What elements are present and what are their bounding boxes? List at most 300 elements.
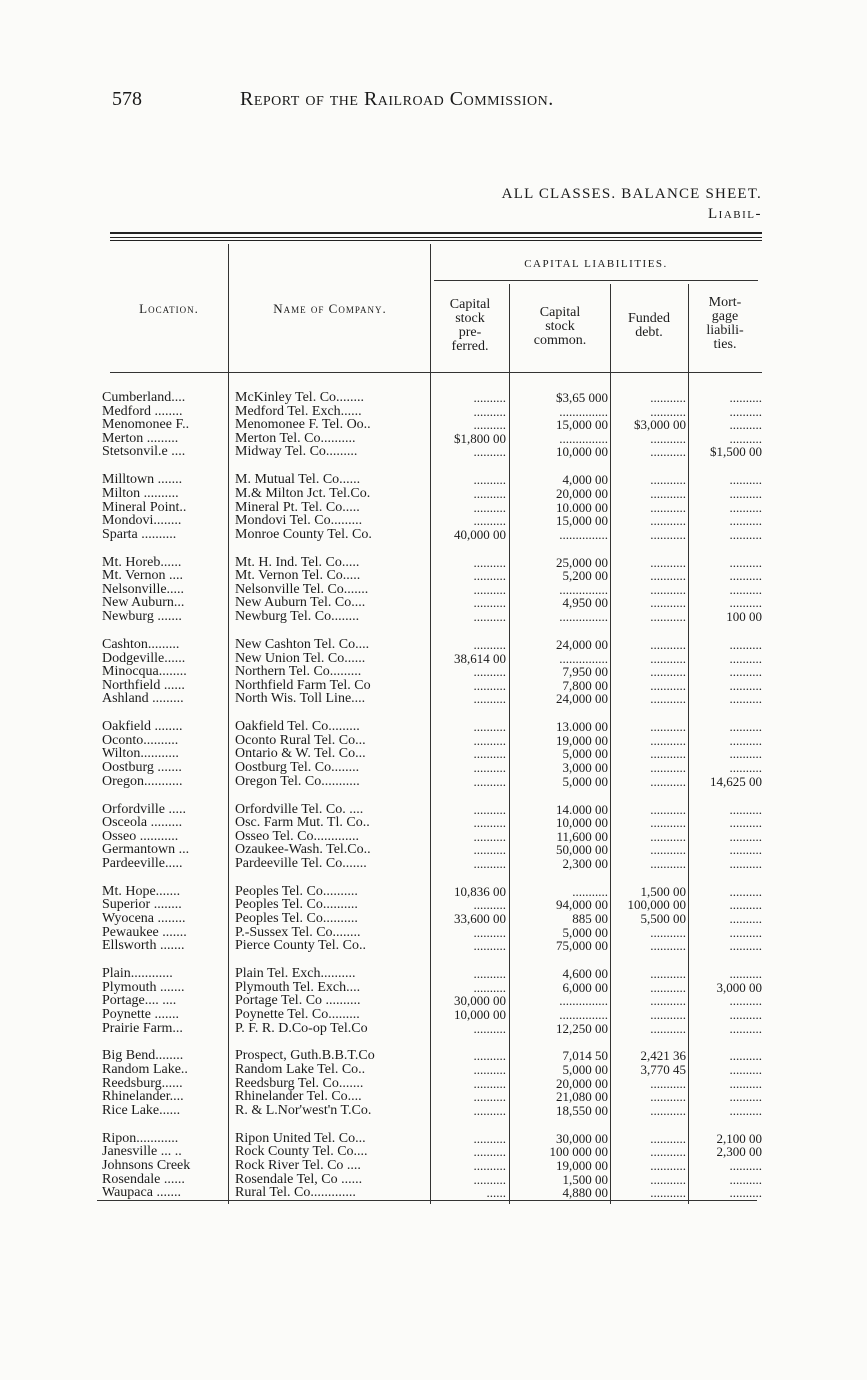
capital-stock-preferred-cell: ..........	[473, 582, 506, 597]
funded-debt-cell: ...........	[650, 473, 686, 488]
capital-stock-common-cell: 11,600 00	[556, 829, 608, 844]
capital-stock-common-cell: 4,950 00	[562, 596, 608, 611]
funded-debt-cell: ...........	[650, 856, 686, 871]
location-cell: Prairie Farm...	[102, 1021, 183, 1036]
capital-stock-common-cell: ...............	[559, 1007, 608, 1022]
location-cell: Cashton.........	[102, 637, 180, 652]
capital-stock-preferred-cell: ..........	[473, 829, 506, 844]
location-cell: Rosendale ......	[102, 1172, 185, 1187]
location-cell: Ellsworth .......	[102, 939, 185, 954]
company-cell: P. F. R. D.Co-op Tel.Co	[235, 1021, 368, 1036]
mortgage-liabilities-cell: ..........	[729, 994, 762, 1009]
location-cell: Mt. Hope.......	[102, 884, 181, 899]
company-cell: M. Mutual Tel. Co......	[235, 473, 361, 488]
capital-stock-preferred-cell: ..........	[473, 637, 506, 652]
mortgage-liabilities-cell: ..........	[729, 720, 762, 735]
funded-debt-cell: ...........	[650, 678, 686, 693]
mortgage-liabilities-cell: ..........	[729, 692, 762, 707]
funded-debt-cell: ...........	[650, 1158, 686, 1173]
capital-stock-preferred-cell: ..........	[473, 802, 506, 817]
funded-debt-cell: 100,000 00	[627, 898, 686, 913]
capital-stock-common-cell: 7,950 00	[562, 665, 608, 680]
capital-liabilities-heading: CAPITAL LIABILITIES.	[524, 258, 668, 270]
location-cell: Waupaca .......	[102, 1186, 181, 1201]
capital-stock-preferred-cell: ..........	[473, 391, 506, 405]
funded-debt-cell: 1,500 00	[640, 884, 686, 899]
capital-stock-preferred-cell: ..........	[473, 843, 506, 858]
mortgage-liabilities-cell: 3,000 00	[716, 980, 762, 995]
company-cell: Medford Tel. Exch......	[235, 404, 362, 419]
company-cell: Peoples Tel. Co..........	[235, 912, 358, 926]
location-cell: Rhinelander....	[102, 1090, 184, 1105]
capital-stock-common-cell: 21,080 00	[556, 1090, 608, 1105]
funded-debt-cell: 2,421 36	[640, 1049, 686, 1064]
capital-stock-common-cell: 18,550 00	[556, 1103, 608, 1118]
capital-stock-common-cell: 4,880 00	[562, 1186, 608, 1201]
divider-funded	[688, 284, 689, 1204]
capital-stock-preferred-cell: ..........	[473, 980, 506, 995]
capital-stock-preferred-cell: ..........	[473, 816, 506, 831]
capital-stock-preferred-cell: 30,000 00	[454, 994, 506, 1009]
location-cell: Random Lake..	[102, 1063, 188, 1077]
company-cell: Oakfield Tel. Co.........	[235, 720, 360, 735]
company-cell: New Cashton Tel. Co....	[235, 637, 370, 652]
capital-stock-preferred-cell: ..........	[473, 761, 506, 775]
location-cell: Mt. Vernon ....	[102, 569, 184, 584]
capital-stock-preferred-cell: ..........	[473, 514, 506, 529]
location-cell: Osceola .........	[102, 816, 183, 831]
location-cell: New Auburn...	[102, 596, 185, 611]
company-cell: Prospect, Guth.B.B.T.Co	[235, 1049, 375, 1064]
location-cell: Pewaukee .......	[102, 925, 187, 940]
header-common-line: stock	[545, 319, 575, 334]
mortgage-liabilities-cell: ..........	[729, 473, 762, 488]
funded-debt-cell: 5,500 00	[640, 912, 686, 926]
funded-debt-cell: ...........	[650, 431, 686, 446]
company-cell: Oconto Rural Tel. Co...	[235, 733, 366, 748]
capital-stock-preferred-cell: ..........	[473, 1049, 506, 1064]
capital-stock-preferred-cell: ..........	[473, 486, 506, 501]
funded-debt-cell: ...........	[650, 692, 686, 707]
capital-stock-common-cell: ...............	[559, 651, 608, 666]
company-cell: Mineral Pt. Tel. Co.....	[235, 500, 360, 515]
mortgage-liabilities-cell: ..........	[729, 404, 762, 419]
location-cell: Rice Lake......	[102, 1103, 181, 1118]
location-cell: Wilton...........	[102, 747, 179, 762]
mortgage-liabilities-cell: ..........	[729, 1076, 762, 1091]
capital-stock-preferred-cell: ..........	[473, 692, 506, 707]
mortgage-liabilities-cell: ..........	[729, 1021, 762, 1036]
mortgage-liabilities-cell: ..........	[729, 747, 762, 762]
mortgage-liabilities-cell: ..........	[729, 1103, 762, 1118]
funded-debt-cell: ...........	[650, 404, 686, 419]
mortgage-liabilities-cell: ..........	[729, 665, 762, 680]
funded-debt-cell: ...........	[650, 967, 686, 982]
capital-stock-common-cell: 24,000 00	[556, 692, 608, 707]
location-cell: Superior ........	[102, 898, 182, 913]
page-number: 578	[112, 88, 142, 110]
mortgage-liabilities-cell: ..........	[729, 486, 762, 501]
location-cell: Merton .........	[102, 431, 179, 446]
funded-debt-cell: ...........	[650, 665, 686, 680]
company-cell: Portage Tel. Co ..........	[235, 994, 361, 1009]
mortgage-liabilities-cell: ..........	[729, 678, 762, 693]
capital-stock-common-cell: 10,000 00	[556, 445, 608, 460]
mortgage-liabilities-cell: ..........	[729, 816, 762, 831]
location-cell: Minocqua........	[102, 665, 187, 680]
company-cell: Mt. H. Ind. Tel. Co.....	[235, 555, 360, 570]
mortgage-liabilities-cell: ..........	[729, 843, 762, 858]
mortgage-liabilities-cell: $1,500 00	[710, 445, 762, 460]
location-cell: Mt. Horeb......	[102, 555, 182, 570]
location-cell: Nelsonville.....	[102, 582, 185, 597]
location-cell: Portage.... ....	[102, 994, 177, 1009]
capital-stock-preferred-cell: ..........	[473, 1090, 506, 1105]
capital-stock-preferred-cell: 33,600 00	[454, 912, 506, 926]
funded-debt-cell: ...........	[650, 514, 686, 529]
location-cell: Stetsonvil.e ....	[102, 445, 186, 460]
company-cell: Merton Tel. Co..........	[235, 431, 356, 446]
funded-debt-cell: ...........	[650, 939, 686, 954]
company-cell: M.& Milton Jct. Tel.Co.	[235, 486, 371, 501]
capital-stock-common-cell: 12,250 00	[556, 1021, 608, 1036]
funded-debt-cell: $3,000 00	[634, 418, 686, 433]
location-cell: Cumberland....	[102, 391, 186, 405]
location-cell: Pardeeville.....	[102, 856, 183, 871]
capital-stock-common-cell: $3,65 000	[556, 391, 608, 405]
capital-stock-common-cell: 5,000 00	[562, 1063, 608, 1077]
capital-stock-common-cell: ...............	[559, 404, 608, 419]
header-mortgage-liabilities	[690, 296, 760, 352]
capital-stock-common-cell: 15,000 00	[556, 418, 608, 433]
capital-stock-common-cell: 13.000 00	[556, 720, 608, 735]
capital-stock-common-cell: 2,300 00	[562, 856, 608, 871]
capital-stock-common-cell: 5,000 00	[562, 747, 608, 762]
capital-stock-preferred-cell: ......	[486, 1186, 506, 1201]
mortgage-liabilities-cell: ..........	[729, 898, 762, 913]
funded-debt-cell: ...........	[650, 843, 686, 858]
mortgage-liabilities-cell: ..........	[729, 651, 762, 666]
location-cell: Milltown .......	[102, 473, 183, 488]
capital-stock-common-cell: 15,000 00	[556, 514, 608, 529]
location-cell: Milton ..........	[102, 486, 179, 501]
company-cell: North Wis. Toll Line....	[235, 692, 366, 707]
location-cell: Ripon............	[102, 1131, 179, 1146]
company-cell: Peoples Tel. Co..........	[235, 884, 358, 899]
funded-debt-cell: ...........	[650, 500, 686, 515]
company-cell: Random Lake Tel. Co..	[235, 1063, 366, 1077]
funded-debt-cell: ...........	[650, 733, 686, 748]
header-pref-line: Capital	[449, 297, 491, 312]
location-cell: Big Bend........	[102, 1049, 184, 1064]
mortgage-liabilities-cell: ..........	[729, 527, 762, 542]
mortgage-liabilities-cell: ..........	[729, 1158, 762, 1173]
mortgage-liabilities-cell: ..........	[729, 829, 762, 844]
section-subtitle: Liabil-	[708, 206, 762, 222]
location-cell: Northfield ......	[102, 678, 185, 693]
capital-stock-preferred-cell: ..........	[473, 610, 506, 624]
company-cell: Northfield Farm Tel. Co	[235, 678, 371, 693]
location-cell: Oakfield ........	[102, 720, 183, 735]
running-head: Report of the Railroad Commission.	[240, 88, 554, 110]
location-cell: Germantown ...	[102, 843, 190, 858]
location-cell: Janesville ... ..	[102, 1145, 182, 1160]
company-cell: Midway Tel. Co.........	[235, 445, 358, 460]
funded-debt-cell: ...........	[650, 1186, 686, 1201]
capital-stock-preferred-cell: $1,800 00	[454, 431, 506, 446]
capital-stock-common-cell: 25,000 00	[556, 555, 608, 570]
funded-debt-cell: ...........	[650, 802, 686, 817]
company-cell: Menomonee F. Tel. Oo..	[235, 418, 371, 433]
location-cell: Oconto..........	[102, 733, 179, 748]
company-cell: Orfordville Tel. Co. ....	[235, 802, 364, 817]
funded-debt-cell: ...........	[650, 527, 686, 542]
company-cell: P.-Sussex Tel. Co........	[235, 925, 361, 940]
capital-stock-preferred-cell: ..........	[473, 747, 506, 762]
mortgage-liabilities-cell: ..........	[729, 912, 762, 926]
company-cell: New Auburn Tel. Co....	[235, 596, 366, 611]
capital-stock-preferred-cell: 40,000 00	[454, 527, 506, 542]
funded-debt-cell: ...........	[650, 720, 686, 735]
mortgage-liabilities-cell: ..........	[729, 637, 762, 652]
capital-stock-common-cell: ...........	[572, 884, 608, 899]
mortgage-liabilities-cell: ..........	[729, 802, 762, 817]
capital-stock-common-cell: 7,800 00	[562, 678, 608, 693]
capital-stock-common-cell: 3,000 00	[562, 761, 608, 775]
funded-debt-cell: ...........	[650, 555, 686, 570]
mortgage-liabilities-cell: ..........	[729, 555, 762, 570]
company-cell: Mondovi Tel. Co.........	[235, 514, 363, 529]
company-cell: Rock County Tel. Co....	[235, 1145, 368, 1160]
funded-debt-cell: ...........	[650, 925, 686, 940]
location-cell: Newburg .......	[102, 610, 182, 624]
mortgage-liabilities-cell: ..........	[729, 884, 762, 899]
capital-stock-preferred-cell: ..........	[473, 939, 506, 954]
location-cell: Osseo ...........	[102, 829, 179, 844]
capital-stock-preferred-cell: 38,614 00	[454, 651, 506, 666]
capital-stock-preferred-cell: ..........	[473, 569, 506, 584]
company-cell: Pierce County Tel. Co..	[235, 939, 366, 954]
capital-stock-preferred-cell: ..........	[473, 678, 506, 693]
company-cell: Poynette Tel. Co.........	[235, 1007, 360, 1022]
mortgage-liabilities-cell: ..........	[729, 761, 762, 775]
company-cell: Ozaukee-Wash. Tel.Co..	[235, 843, 371, 858]
capital-stock-preferred-cell: ..........	[473, 720, 506, 735]
company-cell: Plymouth Tel. Exch....	[235, 980, 361, 995]
mortgage-liabilities-cell: ..........	[729, 939, 762, 954]
funded-debt-cell: 3,770 45	[640, 1063, 686, 1077]
capital-stock-common-cell: 10.000 00	[556, 500, 608, 515]
mortgage-liabilities-cell: ..........	[729, 418, 762, 433]
capital-stock-common-cell: 24,000 00	[556, 637, 608, 652]
header-funded-line: Funded	[628, 311, 670, 326]
header-double-rule	[110, 232, 762, 238]
mortgage-liabilities-cell: 100 00	[726, 610, 762, 624]
header-common-line: common.	[533, 333, 587, 348]
funded-debt-cell: ...........	[650, 829, 686, 844]
funded-debt-cell: ...........	[650, 1145, 686, 1160]
header-location: Location.	[139, 301, 199, 316]
capital-stock-preferred-cell: ..........	[473, 1131, 506, 1146]
mortgage-liabilities-cell: ..........	[729, 1172, 762, 1187]
company-cell: Newburg Tel. Co........	[235, 610, 360, 624]
capital-stock-common-cell: 14.000 00	[556, 802, 608, 817]
header-company: Name of Company.	[273, 301, 387, 316]
divider-company	[430, 244, 431, 1204]
company-cell: Rosendale Tel, Co ......	[235, 1172, 363, 1187]
capital-stock-common-cell: 7,014 50	[562, 1049, 608, 1064]
capital-stock-common-cell: ...............	[559, 431, 608, 446]
capital-stock-common-cell: 19,000 00	[556, 1158, 608, 1173]
location-cell: Wyocena ........	[102, 912, 186, 926]
capital-stock-common-cell: 10,000 00	[556, 816, 608, 831]
funded-debt-cell: ...........	[650, 610, 686, 624]
capital-stock-preferred-cell: ..........	[473, 898, 506, 913]
company-cell: Osseo Tel. Co.............	[235, 829, 359, 844]
capital-stock-preferred-cell: ..........	[473, 418, 506, 433]
mortgage-liabilities-cell: ..........	[729, 500, 762, 515]
funded-debt-cell: ...........	[650, 1103, 686, 1118]
capital-stock-preferred-cell: ..........	[473, 500, 506, 515]
capital-stock-common-cell: 50,000 00	[556, 843, 608, 858]
funded-debt-cell: ...........	[650, 486, 686, 501]
funded-debt-cell: ...........	[650, 1076, 686, 1091]
capital-stock-preferred-cell: 10,836 00	[454, 884, 506, 899]
header-mortgage-line: gage	[711, 309, 739, 324]
company-cell: R. & L.Nor'west'n T.Co.	[235, 1103, 372, 1118]
capital-stock-common-cell: 75,000 00	[556, 939, 608, 954]
capital-stock-preferred-cell: ..........	[473, 1145, 506, 1160]
capital-stock-preferred-cell: ..........	[473, 1103, 506, 1118]
capital-stock-preferred-cell: ..........	[473, 596, 506, 611]
mortgage-liabilities-cell: ..........	[729, 856, 762, 871]
capital-stock-common-cell: 5,200 00	[562, 569, 608, 584]
capital-stock-common-cell: ...............	[559, 527, 608, 542]
location-cell: Johnsons Creek	[102, 1158, 191, 1173]
divider-pref	[509, 284, 510, 1204]
capital-stock-preferred-cell: ..........	[473, 1076, 506, 1091]
location-cell: Menomonee F..	[102, 418, 190, 433]
company-cell: Peoples Tel. Co..........	[235, 898, 358, 913]
location-cell: Poynette .......	[102, 1007, 179, 1022]
capital-stock-common-cell: 30,000 00	[556, 1131, 608, 1146]
mortgage-liabilities-cell: ..........	[729, 582, 762, 597]
capital-stock-common-cell: ...............	[559, 582, 608, 597]
funded-debt-cell: ...........	[650, 994, 686, 1009]
capital-stock-preferred-cell: ..........	[473, 665, 506, 680]
capital-stock-common-cell: 5,000 00	[562, 774, 608, 789]
mortgage-liabilities-cell: ..........	[729, 1090, 762, 1105]
mortgage-liabilities-cell: ..........	[729, 925, 762, 940]
funded-debt-cell: ...........	[650, 1131, 686, 1146]
capital-stock-preferred-cell: ..........	[473, 925, 506, 940]
company-cell: Pardeeville Tel. Co.......	[235, 856, 367, 871]
divider-location	[228, 244, 229, 1204]
company-cell: Rhinelander Tel. Co....	[235, 1090, 362, 1105]
capital-stock-common-cell: 100 000 00	[549, 1145, 608, 1160]
location-cell: Ashland .........	[102, 692, 184, 707]
capital-stock-preferred-cell: ..........	[473, 1063, 506, 1077]
location-cell: Plain............	[102, 967, 173, 982]
capital-stock-preferred-cell: ..........	[473, 774, 506, 789]
section-title: ALL CLASSES. BALANCE SHEET.	[501, 186, 762, 202]
mortgage-liabilities-cell: 2,300 00	[716, 1145, 762, 1160]
header-mortgage-line: liabili-	[706, 323, 744, 338]
header-pref-line: pre-	[458, 325, 482, 340]
mortgage-liabilities-cell: ..........	[729, 431, 762, 446]
divider-common	[610, 284, 611, 1204]
mortgage-liabilities-cell: ..........	[729, 967, 762, 982]
company-cell: Northern Tel. Co.........	[235, 665, 362, 680]
funded-debt-cell: ...........	[650, 1007, 686, 1022]
mortgage-liabilities-cell: 14,625 00	[710, 774, 762, 789]
mortgage-liabilities-cell: ..........	[729, 1186, 762, 1201]
mortgage-liabilities-cell: ..........	[729, 391, 762, 405]
mortgage-liabilities-cell: ..........	[729, 596, 762, 611]
capital-stock-common-cell: 4,000 00	[562, 473, 608, 488]
funded-debt-cell: ...........	[650, 774, 686, 789]
company-cell: Mt. Vernon Tel. Co.....	[235, 569, 361, 584]
capital-stock-common-cell: ...............	[559, 994, 608, 1009]
funded-debt-cell: ...........	[650, 816, 686, 831]
company-cell: Rural Tel. Co.............	[235, 1186, 356, 1201]
company-cell: Reedsburg Tel. Co.......	[235, 1076, 364, 1091]
location-cell: Mineral Point..	[102, 500, 187, 515]
mortgage-liabilities-cell: ..........	[729, 1007, 762, 1022]
mortgage-liabilities-cell: ..........	[729, 1049, 762, 1064]
company-cell: Nelsonville Tel. Co.......	[235, 582, 369, 597]
mortgage-liabilities-cell: ..........	[729, 1063, 762, 1077]
group-underline	[434, 280, 758, 281]
capital-stock-common-cell: 5,000 00	[562, 925, 608, 940]
header-capital-stock-preferred	[432, 298, 508, 354]
header-mortgage-line: ties.	[713, 337, 737, 352]
mortgage-liabilities-cell: ..........	[729, 569, 762, 584]
location-cell: Plymouth .......	[102, 980, 185, 995]
company-cell: Oregon Tel. Co...........	[235, 774, 360, 789]
table-bottom-rule	[97, 1200, 757, 1201]
location-cell: Mondovi........	[102, 514, 182, 529]
funded-debt-cell: ...........	[650, 445, 686, 460]
location-cell: Reedsburg......	[102, 1076, 183, 1091]
funded-debt-cell: ...........	[650, 1172, 686, 1187]
capital-stock-preferred-cell: ..........	[473, 1021, 506, 1036]
capital-stock-preferred-cell: ..........	[473, 967, 506, 982]
company-cell: McKinley Tel. Co........	[235, 391, 365, 405]
funded-debt-cell: ...........	[650, 747, 686, 762]
header-pref-line: ferred.	[451, 339, 489, 354]
header-funded-line: debt.	[635, 325, 663, 340]
funded-debt-cell: ...........	[650, 596, 686, 611]
capital-stock-common-cell: 19,000 00	[556, 733, 608, 748]
capital-stock-preferred-cell: ..........	[473, 856, 506, 871]
company-cell: Monroe County Tel. Co.	[235, 527, 372, 542]
header-bottom-rule	[110, 372, 762, 373]
company-cell: Osc. Farm Mut. Tl. Co..	[235, 816, 370, 831]
capital-stock-common-cell: 4,600 00	[562, 967, 608, 982]
capital-stock-preferred-cell: ..........	[473, 733, 506, 748]
capital-stock-common-cell: 885 00	[572, 912, 608, 926]
capital-stock-preferred-cell: ..........	[473, 404, 506, 419]
capital-stock-common-cell: 20,000 00	[556, 486, 608, 501]
funded-debt-cell: ...........	[650, 569, 686, 584]
mortgage-liabilities-cell: ..........	[729, 733, 762, 748]
capital-stock-common-cell: 94,000 00	[556, 898, 608, 913]
capital-stock-preferred-cell: ..........	[473, 1158, 506, 1173]
funded-debt-cell: ...........	[650, 980, 686, 995]
company-cell: Oostburg Tel. Co........	[235, 761, 360, 775]
funded-debt-cell: ...........	[650, 651, 686, 666]
